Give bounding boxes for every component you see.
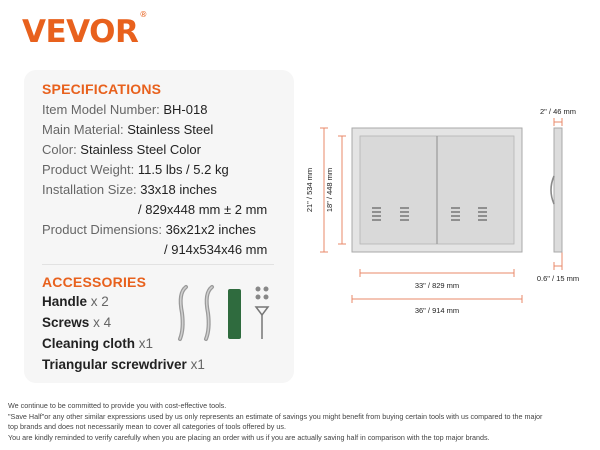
accessory-screws: Screws x 4 bbox=[42, 315, 112, 330]
accessory-cleaning-cloth: Cleaning cloth x1 bbox=[42, 336, 154, 351]
label-outer-height: 21" / 534 mm bbox=[305, 167, 314, 213]
disclaimer-line: We continue to be committed to provide you with cost-effective tools. bbox=[8, 401, 227, 410]
label-inner-width: 33" / 829 mm bbox=[414, 281, 460, 290]
product-dimension-diagram bbox=[296, 100, 600, 330]
spec-material: Main Material: Stainless Steel bbox=[42, 122, 214, 137]
screwdriver-icon bbox=[256, 307, 268, 339]
label-inner-height: 18" / 448 mm bbox=[325, 167, 334, 213]
spec-product-dimensions-metric: / 914x534x46 mm bbox=[164, 242, 268, 257]
handle-icon bbox=[180, 287, 186, 339]
brand-logo: VEVOR® bbox=[22, 10, 147, 50]
accessory-screwdriver: Triangular screwdriver x1 bbox=[42, 357, 205, 372]
disclaimer-line: You are kindly reminded to verify carefully when you are placing an order with us if you are actually saving half in comparison with the top major brands. bbox=[8, 432, 490, 442]
label-flange: 0.6" / 15 mm bbox=[536, 274, 580, 283]
spec-weight: Product Weight: 11.5 lbs / 5.2 kg bbox=[42, 162, 229, 177]
accessory-handle: Handle x 2 bbox=[42, 294, 109, 309]
spec-installation-size: Installation Size: 33x18 inches bbox=[42, 182, 217, 197]
disclaimer-line: top brands and does not necessarily mean to cover all categories of tools offered by us. bbox=[8, 422, 286, 431]
disclaimer-line: "Save Half"or any other similar expressions used by us only represents an estimate of savings you might benefit from buying certain tools with us compared to the major bbox=[8, 411, 543, 421]
screws-icon bbox=[256, 287, 269, 300]
divider bbox=[42, 264, 274, 265]
spec-product-dimensions: Product Dimensions: 36x21x2 inches bbox=[42, 222, 256, 237]
accessories-heading: ACCESSORIES bbox=[42, 274, 147, 290]
specifications-heading: SPECIFICATIONS bbox=[42, 81, 162, 97]
spec-color: Color: Stainless Steel Color bbox=[42, 142, 201, 157]
handle-icon bbox=[206, 287, 212, 339]
cleaning-cloth-icon bbox=[228, 289, 241, 339]
side-view bbox=[554, 128, 562, 252]
label-outer-width: 36" / 914 mm bbox=[414, 306, 460, 315]
disclaimer bbox=[8, 401, 598, 443]
label-depth: 2" / 46 mm bbox=[539, 107, 577, 116]
spec-installation-size-metric: / 829x448 mm ± 2 mm bbox=[138, 202, 268, 217]
spec-model: Item Model Number: BH-018 bbox=[42, 102, 208, 117]
accessories-illustration bbox=[172, 283, 282, 343]
